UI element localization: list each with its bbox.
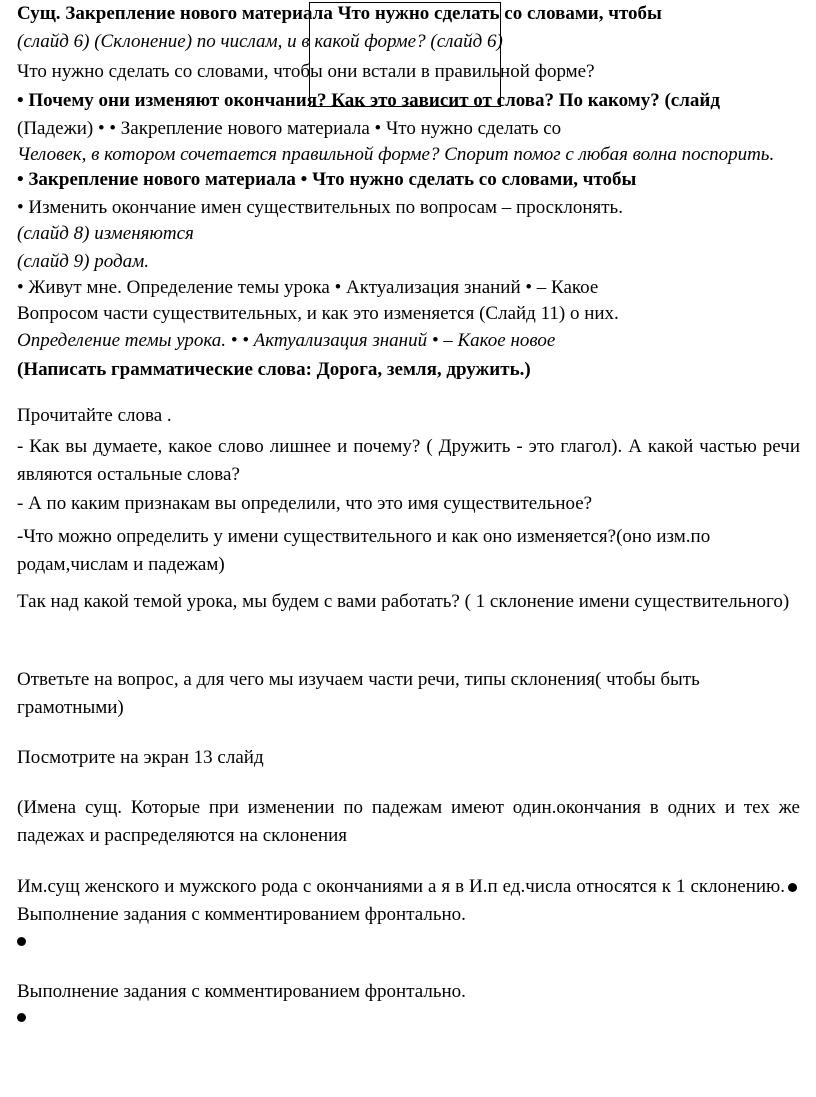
paragraph-question-extra-word: - Как вы думаете, какое слово лишнее и почему? ( Дружить - это глагол). А какой частью речи являются остальные слова? — [17, 436, 800, 485]
overlay-line-13: Определение темы урока. • • Актуализация знаний • – Какое новое — [17, 330, 556, 351]
overlay-line-7: • Закрепление нового материала • Что нужно сделать со словами, чтобы — [17, 169, 637, 190]
overlay-line-5: (Падежи) • • Закрепление нового материала • Что нужно сделать со — [17, 118, 562, 139]
paragraph-question-changes: -Что можно определить у имени существительного и как оно изменяется?(оно изм.по родам,числам и падежам) — [17, 526, 711, 575]
paragraph-question-signs: - А по каким признакам вы определили, что это имя существительное? — [17, 493, 593, 514]
overlay-line-10: (слайд 9) родам. — [17, 251, 149, 272]
paragraph-noun-definition: (Имена сущ. Которые при изменении по падежам имеют один.окончания в одних и тех же падежах и распределяются на склонения — [17, 797, 800, 846]
overlay-line-1: Сущ. Закрепление нового материала Что нужно сделать со словами, чтобы — [17, 3, 662, 24]
task-text: Выполнение задания с комментированием фронтально. — [17, 904, 466, 925]
bullet-icon — [17, 937, 26, 946]
bullet-icon — [788, 883, 797, 892]
overlay-line-3: Что нужно сделать со словами, чтобы они встали в правильной форме? — [17, 61, 595, 82]
overlay-line-11: • Живут мне. Определение темы урока • Актуализация знаний • – Какое — [17, 277, 599, 298]
overlay-line-4: • Почему они изменяют окончания? Как это зависит от слова? По какому? (слайд — [17, 90, 720, 111]
overlay-line-12: Вопросом части существительных, и как это изменяется (Слайд 11) о них. — [17, 303, 619, 324]
paragraph-slide-13: Посмотрите на экран 13 слайд — [17, 747, 264, 768]
first-declension-text: Им.сущ женского и мужского рода с окончаниями а я в И.п ед.числа относятся к 1 склонению. — [17, 876, 785, 897]
paragraph-read-words: Прочитайте слова . — [17, 405, 172, 426]
overlay-line-9: (слайд 8) изменяются — [17, 223, 194, 244]
overlay-line-2: (слайд 6) (Склонение) по числам, и в какой форме? (слайд 6) — [17, 31, 503, 52]
overlay-line-14: (Написать грамматические слова: Дорога, земля, дружить.) — [17, 359, 531, 380]
bullet-icon — [17, 1013, 26, 1022]
paragraph-lesson-topic: Так над какой темой урока, мы будем с вами работать? ( 1 склонение имени существительного) — [17, 591, 790, 612]
paragraph-task: Выполнение задания с комментированием фронтально. — [17, 981, 466, 1002]
overlay-line-6: Человек, в котором сочетается правильной форме? Спорит помог с любая волна поспорить. — [17, 144, 775, 165]
paragraph-first-declension — [17, 873, 800, 946]
overlay-line-8: • Изменить окончание имен существительных по вопросам – просклонять. — [17, 197, 623, 218]
paragraph-purpose: Ответьте на вопрос, а для чего мы изучаем части речи, типы склонения( чтобы быть грамотными) — [17, 669, 700, 718]
